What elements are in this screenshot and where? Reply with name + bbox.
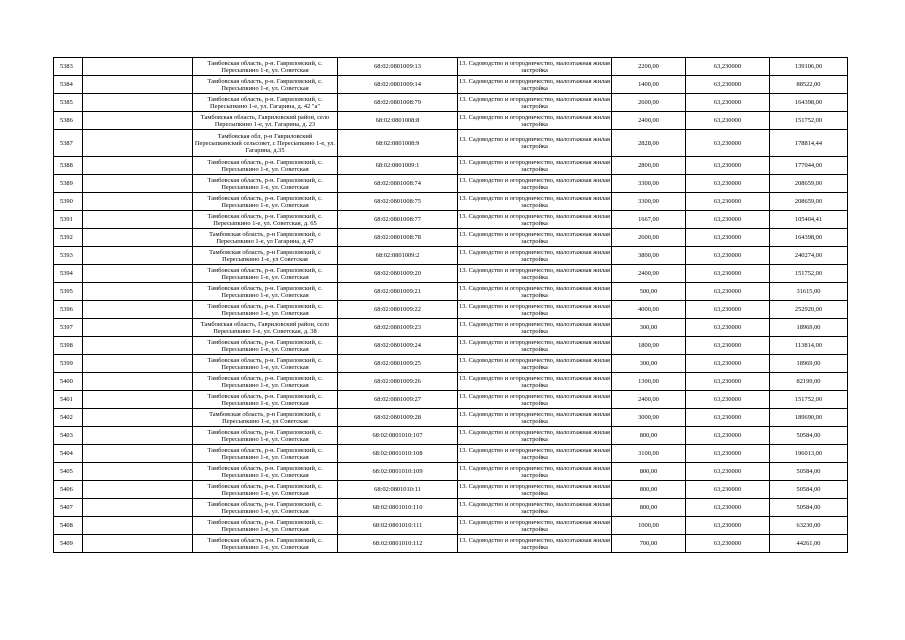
cadastral-value-cell: 240274,00 bbox=[770, 247, 848, 265]
land-use-category-cell: 13. Садоводство и огородничество, малоэтажная жилая застройка bbox=[459, 374, 610, 389]
land-use-category-cell: 13. Садоводство и огородничество, малоэтажная жилая застройка bbox=[459, 536, 610, 551]
area-cell: 800,00 bbox=[612, 427, 686, 445]
row-spacer bbox=[83, 283, 193, 301]
cadastral-value-cell: 82199,00 bbox=[770, 373, 848, 391]
cadastral-number-cell: 68:02:0801009:13 bbox=[338, 58, 458, 76]
table-row bbox=[54, 535, 848, 553]
cadastral-number-cell: 68:02:0801008:79 bbox=[338, 94, 458, 112]
specific-value-cell: 63,230000 bbox=[686, 130, 770, 157]
land-use-category-cell: 13. Садоводство и огородничество, малоэтажная жилая застройка bbox=[459, 176, 610, 191]
cadastral-value-cell: 63230,00 bbox=[770, 517, 848, 535]
specific-value-cell: 63,230000 bbox=[686, 211, 770, 229]
row-spacer bbox=[83, 94, 193, 112]
land-use-category-cell: 13. Садоводство и огородничество, малоэтажная жилая застройка bbox=[459, 446, 610, 461]
address-cell: Тамбовская область, р-н. Гавриловский, с. Пересыпкино 1-е, ул. Советская bbox=[193, 535, 338, 553]
row-number: 5395 bbox=[54, 283, 83, 301]
area-cell: 1400,00 bbox=[612, 76, 686, 94]
row-number: 5408 bbox=[54, 517, 83, 535]
row-number: 5406 bbox=[54, 481, 83, 499]
address-cell: Тамбовская область, р-н. Гавриловский, с. Пересыпкино 1-е, ул. Гагарина, д. 42 "а" bbox=[193, 94, 338, 112]
table-row bbox=[54, 58, 848, 76]
cadastral-value-cell: 151752,00 bbox=[770, 391, 848, 409]
area-cell: 4000,00 bbox=[612, 301, 686, 319]
specific-value-cell: 63,230000 bbox=[686, 535, 770, 553]
cadastral-value-cell: 208659,00 bbox=[770, 193, 848, 211]
cadastral-number-cell: 68:02:0801008:74 bbox=[338, 175, 458, 193]
row-spacer bbox=[83, 463, 193, 481]
cadastral-value-cell: 151752,00 bbox=[770, 112, 848, 130]
row-spacer bbox=[83, 175, 193, 193]
cadastral-value-cell: 151752,00 bbox=[770, 265, 848, 283]
table-body bbox=[54, 58, 848, 553]
land-use-category-cell: 13. Садоводство и огородничество, малоэтажная жилая застройка bbox=[459, 338, 610, 353]
row-spacer bbox=[83, 130, 193, 157]
address-cell: Тамбовская область, р-н. Гавриловский, с. Пересыпкино 1-е, ул. Советская bbox=[193, 265, 338, 283]
area-cell: 700,00 bbox=[612, 535, 686, 553]
row-number: 5385 bbox=[54, 94, 83, 112]
land-use-category-cell: 13. Садоводство и огородничество, малоэтажная жилая застройка bbox=[459, 428, 610, 443]
address-cell: Тамбовская обл, р-н Гавриловский Пересыпкинский сельсовет, с Пересыпкино 1-е, ул. Гагарина, д.35 bbox=[193, 130, 338, 157]
cadastral-value-cell: 18969,00 bbox=[770, 355, 848, 373]
cadastral-value-cell: 50584,00 bbox=[770, 463, 848, 481]
area-cell: 1300,00 bbox=[612, 373, 686, 391]
cadastral-number-cell: 68:02:0801009:28 bbox=[338, 409, 458, 427]
cadastral-number-cell: 68:02:0801010:109 bbox=[338, 463, 458, 481]
row-number: 5404 bbox=[54, 445, 83, 463]
row-number: 5400 bbox=[54, 373, 83, 391]
specific-value-cell: 63,230000 bbox=[686, 247, 770, 265]
row-spacer bbox=[83, 247, 193, 265]
row-number: 5394 bbox=[54, 265, 83, 283]
land-use-category-cell: 13. Садоводство и огородничество, малоэтажная жилая застройка bbox=[459, 194, 610, 209]
land-use-category-cell: 13. Садоводство и огородничество, малоэтажная жилая застройка bbox=[459, 158, 610, 173]
land-use-category-cell: 13. Садоводство и огородничество, малоэтажная жилая застройка bbox=[459, 320, 610, 335]
cadastral-value-cell: 105404,41 bbox=[770, 211, 848, 229]
specific-value-cell: 63,230000 bbox=[686, 301, 770, 319]
land-use-category-cell: 13. Садоводство и огородничество, малоэтажная жилая застройка bbox=[459, 230, 610, 245]
land-use-category-cell: 13. Садоводство и огородничество, малоэтажная жилая застройка bbox=[459, 248, 610, 263]
specific-value-cell: 63,230000 bbox=[686, 112, 770, 130]
cadastral-number-cell: 68:02:0801009:14 bbox=[338, 76, 458, 94]
row-spacer bbox=[83, 409, 193, 427]
cadastral-value-cell: 178814,44 bbox=[770, 130, 848, 157]
row-spacer bbox=[83, 112, 193, 130]
table-row bbox=[54, 355, 848, 373]
address-cell: Тамбовская область, р-н Гавриловский, с Пересыпкино 1-е, ул Советская bbox=[193, 247, 338, 265]
row-spacer bbox=[83, 301, 193, 319]
table-row bbox=[54, 157, 848, 175]
cadastral-value-cell: 88522,00 bbox=[770, 76, 848, 94]
address-cell: Тамбовская область, р-н. Гавриловский, с. Пересыпкино 1-е, ул. Советская bbox=[193, 517, 338, 535]
address-cell: Тамбовская область, р-н. Гавриловский, с. Пересыпкино 1-е, ул. Советская bbox=[193, 76, 338, 94]
cadastral-value-cell: 50584,00 bbox=[770, 499, 848, 517]
row-spacer bbox=[83, 211, 193, 229]
specific-value-cell: 63,230000 bbox=[686, 355, 770, 373]
address-cell: Тамбовская область, р-н. Гавриловский, с. Пересыпкино 1-е, ул. Советская bbox=[193, 193, 338, 211]
specific-value-cell: 63,230000 bbox=[686, 445, 770, 463]
area-cell: 300,00 bbox=[612, 355, 686, 373]
specific-value-cell: 63,230000 bbox=[686, 409, 770, 427]
land-use-category-cell: 13. Садоводство и огородничество, малоэтажная жилая застройка bbox=[459, 302, 610, 317]
table-row bbox=[54, 427, 848, 445]
row-spacer bbox=[83, 157, 193, 175]
cadastral-value-cell: 50584,00 bbox=[770, 427, 848, 445]
row-spacer bbox=[83, 355, 193, 373]
cadastral-number-cell: 68:02:0801010:112 bbox=[338, 535, 458, 553]
land-use-category-cell: 13. Садоводство и огородничество, малоэтажная жилая застройка bbox=[459, 266, 610, 281]
table-row bbox=[54, 301, 848, 319]
cadastral-value-cell: 44261,00 bbox=[770, 535, 848, 553]
area-cell: 3800,00 bbox=[612, 247, 686, 265]
specific-value-cell: 63,230000 bbox=[686, 373, 770, 391]
address-cell: Тамбовская область, р-н. Гавриловский, с. Пересыпкино 1-е, ул. Советская bbox=[193, 283, 338, 301]
address-cell: Тамбовская область, р-н. Гавриловский, с. Пересыпкино 1-е, ул. Советская bbox=[193, 427, 338, 445]
row-number: 5398 bbox=[54, 337, 83, 355]
address-cell: Тамбовская область, р-н. Гавриловский, с. Пересыпкино 1-е, ул. Советская bbox=[193, 481, 338, 499]
row-number: 5383 bbox=[54, 58, 83, 76]
table-row bbox=[54, 499, 848, 517]
area-cell: 800,00 bbox=[612, 463, 686, 481]
specific-value-cell: 63,230000 bbox=[686, 499, 770, 517]
area-cell: 3300,00 bbox=[612, 193, 686, 211]
area-cell: 3000,00 bbox=[612, 409, 686, 427]
row-spacer bbox=[83, 193, 193, 211]
land-use-category-cell: 13. Садоводство и огородничество, малоэтажная жилая застройка bbox=[459, 464, 610, 479]
address-cell: Тамбовская область, р-н. Гавриловский, с. Пересыпкино 1-е, ул. Советская bbox=[193, 373, 338, 391]
area-cell: 2600,00 bbox=[612, 94, 686, 112]
row-number: 5387 bbox=[54, 130, 83, 157]
row-number: 5391 bbox=[54, 211, 83, 229]
table-row bbox=[54, 112, 848, 130]
table-row bbox=[54, 319, 848, 337]
cadastral-value-cell: 139106,00 bbox=[770, 58, 848, 76]
row-number: 5397 bbox=[54, 319, 83, 337]
cadastral-number-cell: 68:02:0801010:111 bbox=[338, 517, 458, 535]
area-cell: 300,00 bbox=[612, 319, 686, 337]
area-cell: 2200,00 bbox=[612, 58, 686, 76]
row-spacer bbox=[83, 373, 193, 391]
land-use-category-cell: 13. Садоводство и огородничество, малоэтажная жилая застройка bbox=[459, 113, 610, 128]
table-row bbox=[54, 265, 848, 283]
row-spacer bbox=[83, 481, 193, 499]
row-number: 5407 bbox=[54, 499, 83, 517]
address-cell: Тамбовская область, р-н. Гавриловский, с. Пересыпкино 1-е, ул. Советская bbox=[193, 157, 338, 175]
cadastral-number-cell: 68:02:0801009:1 bbox=[338, 157, 458, 175]
area-cell: 1800,00 bbox=[612, 337, 686, 355]
cadastral-number-cell: 68:02:0801010:107 bbox=[338, 427, 458, 445]
address-cell: Тамбовская область, р-н. Гавриловский, с. Пересыпкино 1-е, ул. Советская bbox=[193, 391, 338, 409]
specific-value-cell: 63,230000 bbox=[686, 94, 770, 112]
row-number: 5399 bbox=[54, 355, 83, 373]
address-cell: Тамбовская область, р-н Гавриловский, с Пересыпкино 1-е, ул Гагарина, д 47 bbox=[193, 229, 338, 247]
specific-value-cell: 63,230000 bbox=[686, 76, 770, 94]
specific-value-cell: 63,230000 bbox=[686, 157, 770, 175]
address-cell: Тамбовская область, р-н. Гавриловский, с. Пересыпкино 1-е, ул. Советская bbox=[193, 301, 338, 319]
cadastral-number-cell: 68:02:0801009:2 bbox=[338, 247, 458, 265]
row-spacer bbox=[83, 499, 193, 517]
row-spacer bbox=[83, 535, 193, 553]
cadastral-number-cell: 68:02:0801010:110 bbox=[338, 499, 458, 517]
address-cell: Тамбовская область, р-н. Гавриловский, с. Пересыпкино 1-е, ул. Советская bbox=[193, 337, 338, 355]
row-spacer bbox=[83, 58, 193, 76]
specific-value-cell: 63,230000 bbox=[686, 427, 770, 445]
address-cell: Тамбовская область, р-н. Гавриловский, с. Пересыпкино 1-е, ул. Советская bbox=[193, 58, 338, 76]
row-number: 5384 bbox=[54, 76, 83, 94]
table-row bbox=[54, 229, 848, 247]
area-cell: 2400,00 bbox=[612, 112, 686, 130]
table-row bbox=[54, 373, 848, 391]
cadastral-number-cell: 68:02:0801009:22 bbox=[338, 301, 458, 319]
area-cell: 1000,00 bbox=[612, 517, 686, 535]
land-use-category-cell: 13. Садоводство и огородничество, малоэтажная жилая застройка bbox=[459, 59, 610, 74]
cadastral-value-cell: 189690,00 bbox=[770, 409, 848, 427]
table-row bbox=[54, 391, 848, 409]
specific-value-cell: 63,230000 bbox=[686, 463, 770, 481]
specific-value-cell: 63,230000 bbox=[686, 391, 770, 409]
table-row bbox=[54, 283, 848, 301]
cadastral-number-cell: 68:02:0801008:75 bbox=[338, 193, 458, 211]
table-row bbox=[54, 409, 848, 427]
land-use-category-cell: 13. Садоводство и огородничество, малоэтажная жилая застройка bbox=[459, 284, 610, 299]
row-number: 5390 bbox=[54, 193, 83, 211]
row-spacer bbox=[83, 319, 193, 337]
land-use-category-cell: 13. Садоводство и огородничество, малоэтажная жилая застройка bbox=[459, 95, 610, 110]
area-cell: 2828,00 bbox=[612, 130, 686, 157]
area-cell: 2800,00 bbox=[612, 157, 686, 175]
specific-value-cell: 63,230000 bbox=[686, 337, 770, 355]
cadastral-number-cell: 68:02:0801009:20 bbox=[338, 265, 458, 283]
specific-value-cell: 63,230000 bbox=[686, 229, 770, 247]
row-spacer bbox=[83, 337, 193, 355]
row-spacer bbox=[83, 391, 193, 409]
table-row bbox=[54, 211, 848, 229]
area-cell: 800,00 bbox=[612, 499, 686, 517]
row-spacer bbox=[83, 76, 193, 94]
table-row bbox=[54, 130, 848, 157]
land-use-category-cell: 13. Садоводство и огородничество, малоэтажная жилая застройка bbox=[459, 410, 610, 425]
row-number: 5392 bbox=[54, 229, 83, 247]
table-row bbox=[54, 517, 848, 535]
cadastral-value-cell: 164398,00 bbox=[770, 229, 848, 247]
cadastral-number-cell: 68:02:0801010:108 bbox=[338, 445, 458, 463]
specific-value-cell: 63,230000 bbox=[686, 319, 770, 337]
row-spacer bbox=[83, 229, 193, 247]
specific-value-cell: 63,230000 bbox=[686, 517, 770, 535]
address-cell: Тамбовская область, р-н. Гавриловский, с. Пересыпкино 1-е, ул. Советская, д. 65 bbox=[193, 211, 338, 229]
cadastral-number-cell: 68:02:0801008:8 bbox=[338, 112, 458, 130]
cadastral-value-cell: 50584,00 bbox=[770, 481, 848, 499]
row-number: 5393 bbox=[54, 247, 83, 265]
row-number: 5409 bbox=[54, 535, 83, 553]
area-cell: 2400,00 bbox=[612, 391, 686, 409]
land-use-category-cell: 13. Садоводство и огородничество, малоэтажная жилая застройка bbox=[459, 77, 610, 92]
specific-value-cell: 63,230000 bbox=[686, 193, 770, 211]
table-row bbox=[54, 193, 848, 211]
area-cell: 1667,00 bbox=[612, 211, 686, 229]
specific-value-cell: 63,230000 bbox=[686, 175, 770, 193]
address-cell: Тамбовская область, р-н. Гавриловский, с. Пересыпкино 1-е, ул. Советская bbox=[193, 355, 338, 373]
land-use-category-cell: 13. Садоводство и огородничество, малоэтажная жилая застройка bbox=[459, 356, 610, 371]
row-number: 5386 bbox=[54, 112, 83, 130]
address-cell: Тамбовская область, р-н. Гавриловский, с. Пересыпкино 1-е, ул. Советская bbox=[193, 175, 338, 193]
table-row bbox=[54, 76, 848, 94]
table-row bbox=[54, 94, 848, 112]
area-cell: 2400,00 bbox=[612, 265, 686, 283]
row-number: 5388 bbox=[54, 157, 83, 175]
cadastral-value-cell: 31615,00 bbox=[770, 283, 848, 301]
land-use-category-cell: 13. Садоводство и огородничество, малоэтажная жилая застройка bbox=[459, 212, 610, 227]
table-row bbox=[54, 481, 848, 499]
area-cell: 2600,00 bbox=[612, 229, 686, 247]
table-row bbox=[54, 175, 848, 193]
area-cell: 3300,00 bbox=[612, 175, 686, 193]
area-cell: 3100,00 bbox=[612, 445, 686, 463]
address-cell: Тамбовская область, р-н. Гавриловский, с. Пересыпкино 1-е, ул. Советская bbox=[193, 463, 338, 481]
row-number: 5405 bbox=[54, 463, 83, 481]
table-row bbox=[54, 337, 848, 355]
row-number: 5402 bbox=[54, 409, 83, 427]
area-cell: 800,00 bbox=[612, 481, 686, 499]
cadastral-value-cell: 177044,00 bbox=[770, 157, 848, 175]
specific-value-cell: 63,230000 bbox=[686, 283, 770, 301]
cadastral-number-cell: 68:02:0801009:24 bbox=[338, 337, 458, 355]
cadastral-value-cell: 208659,00 bbox=[770, 175, 848, 193]
land-use-category-cell: 13. Садоводство и огородничество, малоэтажная жилая застройка bbox=[459, 392, 610, 407]
cadastral-value-cell: 164398,00 bbox=[770, 94, 848, 112]
row-number: 5389 bbox=[54, 175, 83, 193]
address-cell: Тамбовская область, р-н. Гавриловский, с. Пересыпкино 1-е, ул. Советская bbox=[193, 445, 338, 463]
area-cell: 500,00 bbox=[612, 283, 686, 301]
specific-value-cell: 63,230000 bbox=[686, 481, 770, 499]
row-number: 5401 bbox=[54, 391, 83, 409]
table-row bbox=[54, 445, 848, 463]
table-row bbox=[54, 247, 848, 265]
address-cell: Тамбовская область, р-н Гавриловский, с Пересыпкино 1-е, ул Советская bbox=[193, 409, 338, 427]
table-row bbox=[54, 463, 848, 481]
specific-value-cell: 63,230000 bbox=[686, 58, 770, 76]
cadastral-number-cell: 68:02:0801008:78 bbox=[338, 229, 458, 247]
row-spacer bbox=[83, 517, 193, 535]
land-use-category-cell: 13. Садоводство и огородничество, малоэтажная жилая застройка bbox=[459, 500, 610, 515]
land-use-category-cell: 13. Садоводство и огородничество, малоэтажная жилая застройка bbox=[459, 482, 610, 497]
row-number: 5403 bbox=[54, 427, 83, 445]
address-cell: Тамбовская область, Гавриловский район, село Пересыпкино 1-е, ул. Советская, д. 38 bbox=[193, 319, 338, 337]
cadastral-value-cell: 196013,00 bbox=[770, 445, 848, 463]
land-use-category-cell: 13. Садоводство и огородничество, малоэтажная жилая застройка bbox=[458, 130, 612, 157]
row-spacer bbox=[83, 445, 193, 463]
cadastral-number-cell: 68:02:0801010:11 bbox=[338, 481, 458, 499]
address-cell: Тамбовская область, Гавриловский район, село Пересыпкино 1-е, ул. Гагарина, д. 23 bbox=[193, 112, 338, 130]
cadastral-number-cell: 68:02:0801008:9 bbox=[338, 130, 458, 157]
specific-value-cell: 63,230000 bbox=[686, 265, 770, 283]
cadastral-number-cell: 68:02:0801009:23 bbox=[338, 319, 458, 337]
cadastral-value-cell: 252920,00 bbox=[770, 301, 848, 319]
cadastral-number-cell: 68:02:0801009:26 bbox=[338, 373, 458, 391]
cadastral-number-cell: 68:02:0801009:27 bbox=[338, 391, 458, 409]
cadastral-value-cell: 18969,00 bbox=[770, 319, 848, 337]
row-number: 5396 bbox=[54, 301, 83, 319]
land-use-category-cell: 13. Садоводство и огородничество, малоэтажная жилая застройка bbox=[459, 518, 610, 533]
row-spacer bbox=[83, 427, 193, 445]
row-spacer bbox=[83, 265, 193, 283]
cadastral-value-table bbox=[53, 57, 848, 553]
cadastral-number-cell: 68:02:0801009:21 bbox=[338, 283, 458, 301]
cadastral-number-cell: 68:02:0801008:77 bbox=[338, 211, 458, 229]
address-cell: Тамбовская область, р-н. Гавриловский, с. Пересыпкино 1-е, ул. Советская bbox=[193, 499, 338, 517]
cadastral-value-cell: 113814,00 bbox=[770, 337, 848, 355]
cadastral-number-cell: 68:02:0801009:25 bbox=[338, 355, 458, 373]
